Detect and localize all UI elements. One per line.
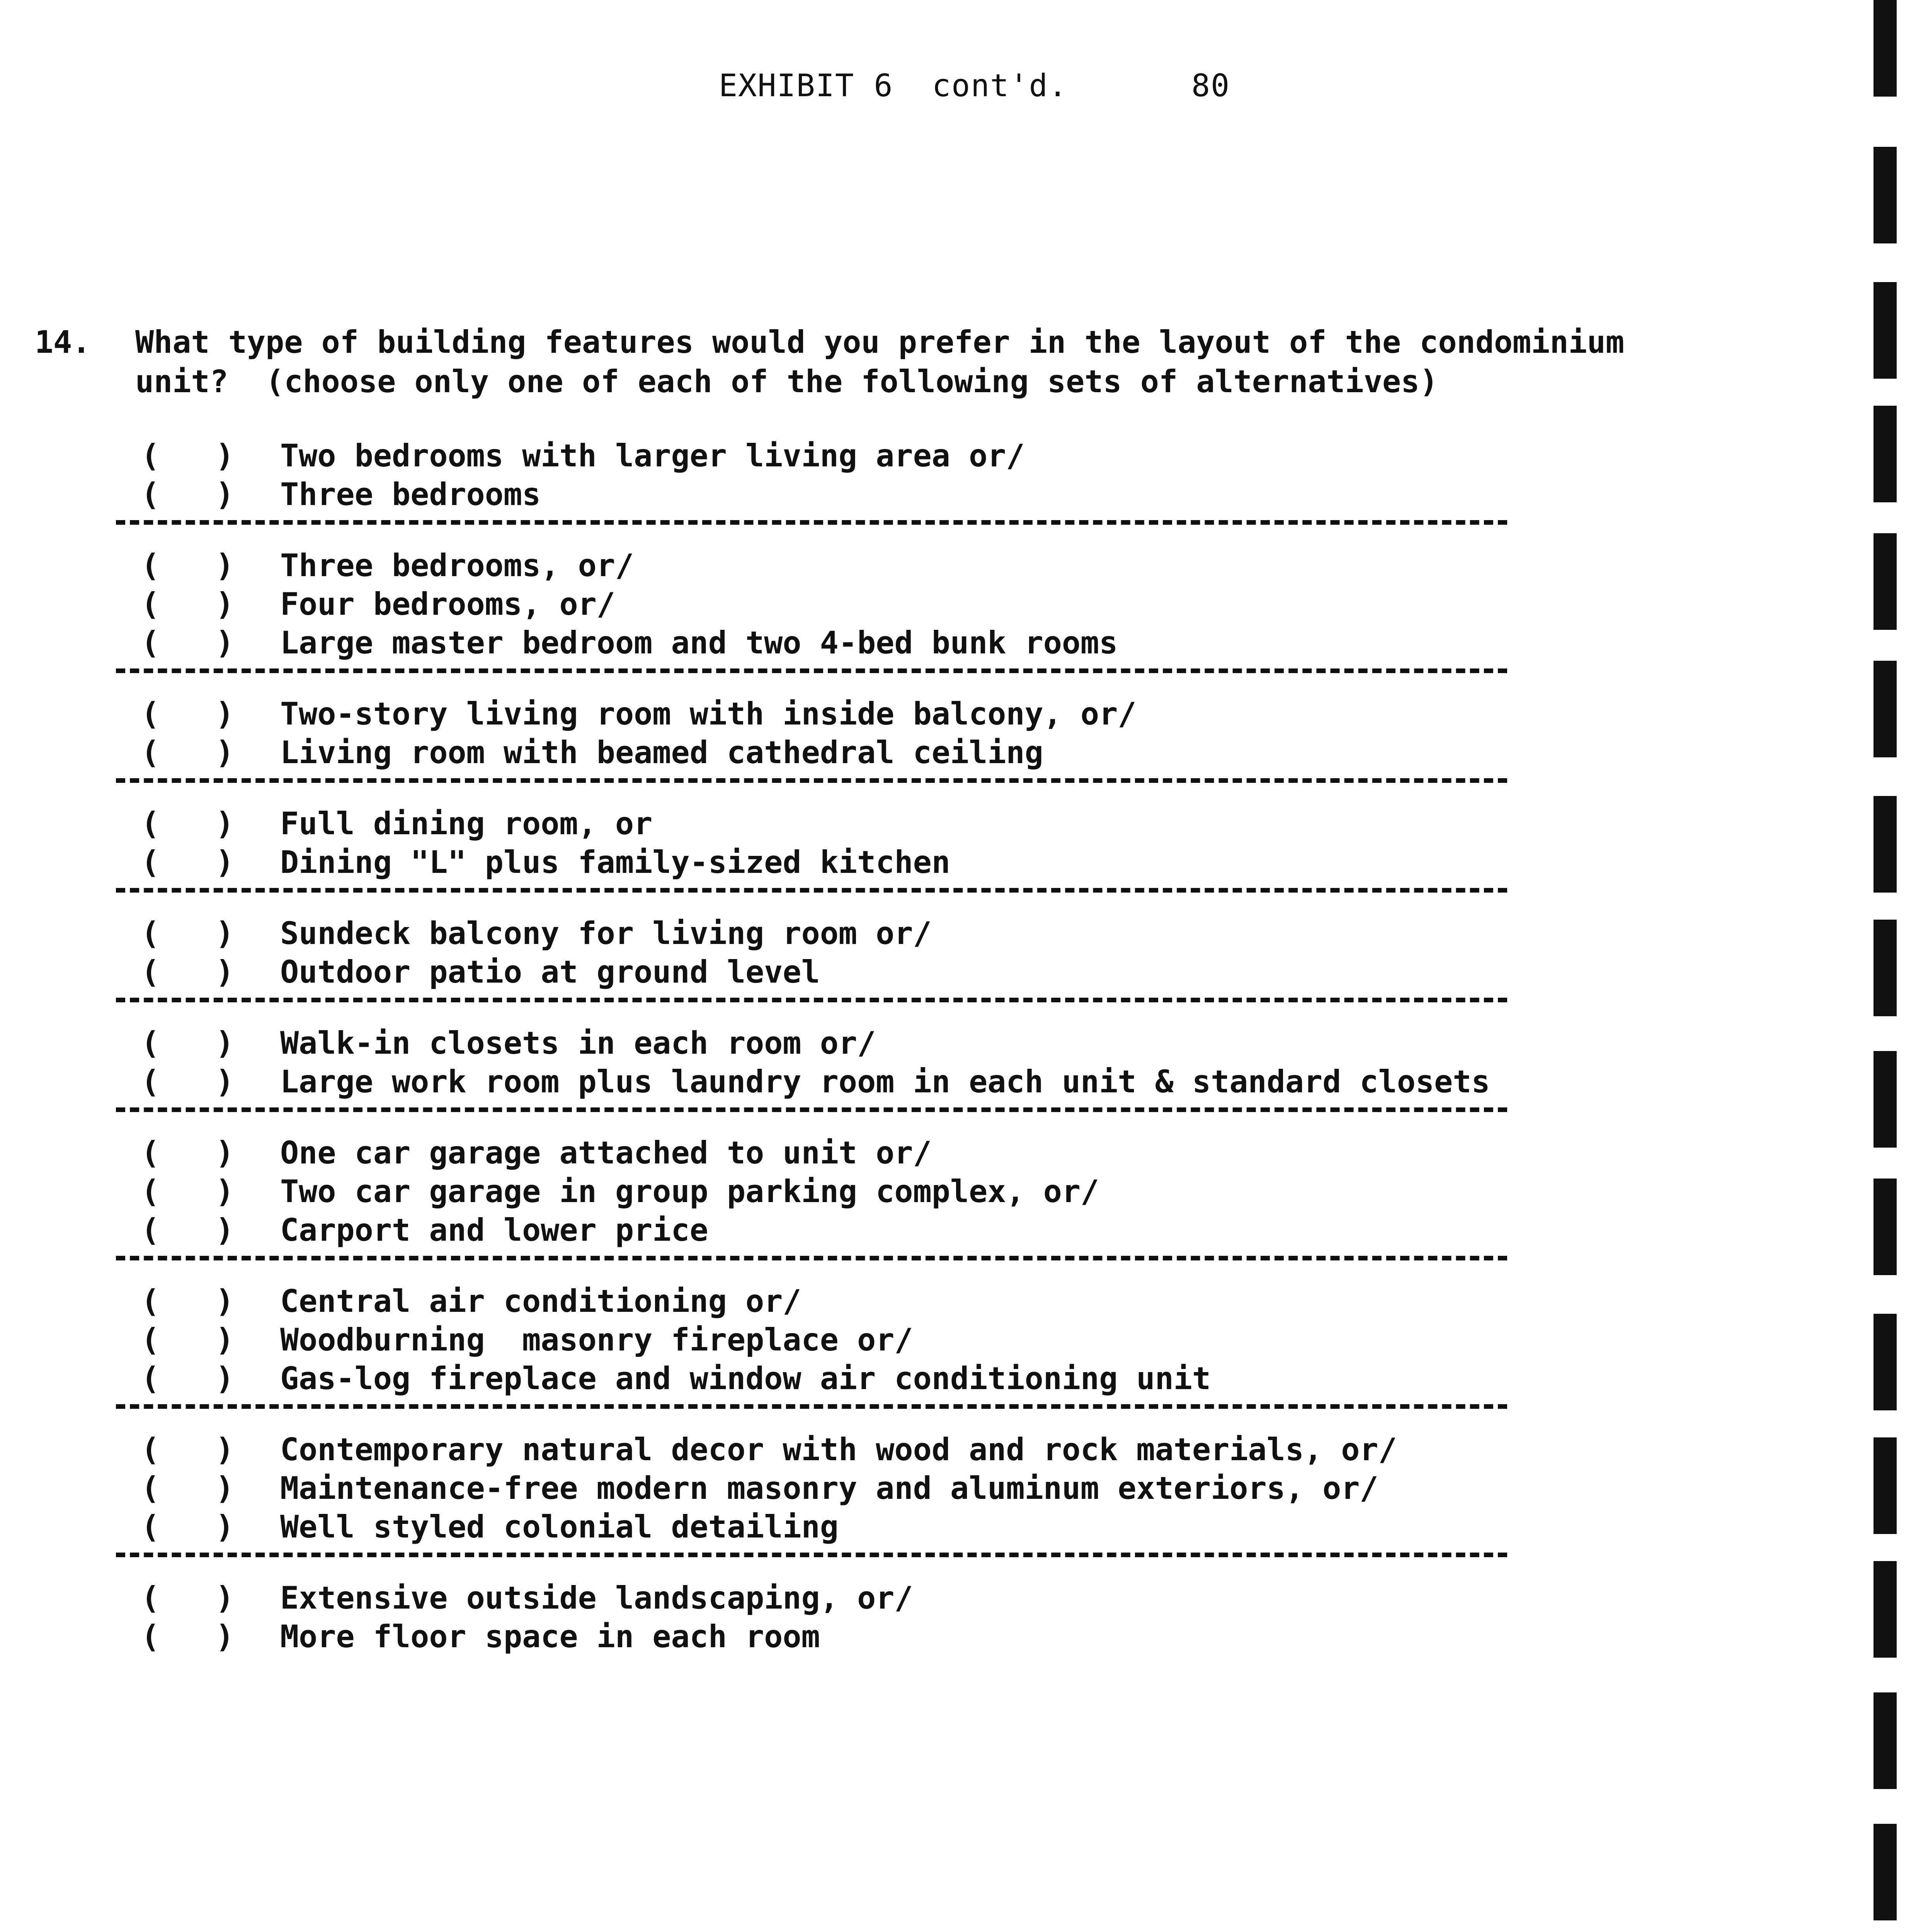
option-row	[0, 1024, 1916, 1063]
exhibit-label: EXHIBIT 6	[719, 68, 893, 104]
option-checkbox[interactable]: ( )	[141, 1432, 234, 1468]
edge-mark	[1873, 0, 1897, 97]
option-row	[0, 1134, 1916, 1172]
option-checkbox[interactable]: ( )	[141, 476, 234, 512]
alternative-set	[0, 1282, 1916, 1409]
option-row	[0, 475, 1916, 514]
edge-mark	[1873, 1051, 1897, 1148]
edge-mark	[1873, 533, 1897, 630]
option-checkbox[interactable]: ( )	[141, 625, 234, 661]
option-label: Two bedrooms with larger living area or/	[280, 438, 1025, 474]
option-label: Large work room plus laundry room in each unit & standard closets	[280, 1064, 1490, 1100]
option-label: Two-story living room with inside balcony, or/	[280, 696, 1137, 732]
option-label: Outdoor patio at ground level	[280, 954, 820, 990]
edge-mark	[1873, 1824, 1897, 1920]
edge-mark	[1873, 1561, 1897, 1658]
option-row	[0, 1430, 1916, 1469]
option-checkbox[interactable]: ( )	[141, 1283, 234, 1319]
edge-mark	[1873, 920, 1897, 1016]
option-checkbox[interactable]: ( )	[141, 954, 234, 990]
option-row	[0, 437, 1916, 475]
option-row	[0, 1617, 1916, 1656]
alternative-set	[0, 1024, 1916, 1112]
option-row	[0, 1579, 1916, 1617]
option-checkbox[interactable]: ( )	[141, 696, 234, 732]
question-text-line-1: What type of building features would you prefer in the layout of the condominium	[135, 324, 1625, 360]
option-checkbox[interactable]: ( )	[141, 1509, 234, 1545]
option-label: Well styled colonial detailing	[280, 1509, 839, 1545]
option-row	[0, 1469, 1916, 1508]
option-checkbox[interactable]: ( )	[141, 806, 234, 842]
option-label: Living room with beamed cathedral ceiling	[280, 735, 1043, 770]
option-checkbox[interactable]: ( )	[141, 1135, 234, 1171]
question-text	[135, 323, 1797, 401]
edge-mark	[1873, 147, 1897, 243]
option-checkbox[interactable]: ( )	[141, 548, 234, 583]
option-label: Three bedrooms, or/	[280, 548, 634, 583]
alternative-set	[0, 1579, 1916, 1667]
option-label: Central air conditioning or/	[280, 1283, 801, 1319]
binding-edge-marks	[1873, 0, 1901, 1932]
question-number: 14.	[35, 324, 91, 360]
option-label: Extensive outside landscaping, or/	[280, 1580, 913, 1616]
option-row	[0, 1211, 1916, 1250]
option-checkbox[interactable]: ( )	[141, 844, 234, 880]
option-checkbox[interactable]: ( )	[141, 1619, 234, 1655]
option-label: Large master bedroom and two 4-bed bunk rooms	[280, 625, 1118, 661]
edge-mark	[1873, 1692, 1897, 1789]
option-row	[0, 1063, 1916, 1101]
option-label: Carport and lower price	[280, 1212, 708, 1248]
option-row	[0, 1172, 1916, 1211]
alternative-set	[0, 695, 1916, 783]
edge-mark	[1873, 406, 1897, 502]
option-row	[0, 585, 1916, 624]
option-row	[0, 1508, 1916, 1546]
option-checkbox[interactable]: ( )	[141, 438, 234, 474]
option-row	[0, 1321, 1916, 1359]
option-checkbox[interactable]: ( )	[141, 1064, 234, 1100]
option-checkbox[interactable]: ( )	[141, 1025, 234, 1061]
option-checkbox[interactable]: ( )	[141, 1580, 234, 1616]
option-label: More floor space in each room	[280, 1619, 820, 1655]
option-label: Dining "L" plus family-sized kitchen	[280, 844, 950, 880]
option-row	[0, 953, 1916, 992]
option-label: Four bedrooms, or/	[280, 586, 615, 622]
option-row	[0, 695, 1916, 733]
option-label: Sundeck balcony for living room or/	[280, 915, 932, 951]
option-checkbox[interactable]: ( )	[141, 915, 234, 951]
edge-mark	[1873, 661, 1897, 757]
option-checkbox[interactable]: ( )	[141, 1361, 234, 1396]
option-label: Full dining room, or	[280, 806, 653, 842]
option-checkbox[interactable]: ( )	[141, 1322, 234, 1358]
option-label: One car garage attached to unit or/	[280, 1135, 932, 1171]
option-label: Three bedrooms	[280, 476, 541, 512]
alternative-set	[0, 1134, 1916, 1260]
option-row	[0, 843, 1916, 882]
alternative-set	[0, 1430, 1916, 1557]
alternative-set	[0, 437, 1916, 525]
edge-mark	[1873, 282, 1897, 379]
option-label: Walk-in closets in each room or/	[280, 1025, 876, 1061]
edge-mark	[1873, 1179, 1897, 1275]
option-label: Maintenance-free modern masonry and aluminum exteriors, or/	[280, 1470, 1378, 1506]
alternative-set	[0, 914, 1916, 1002]
option-row	[0, 1359, 1916, 1398]
question-text-line-2: unit? (choose only one of each of the following sets of alternatives)	[135, 364, 1438, 400]
option-row	[0, 624, 1916, 662]
option-row	[0, 733, 1916, 772]
option-checkbox[interactable]: ( )	[141, 586, 234, 622]
alternative-set	[0, 546, 1916, 673]
option-row	[0, 1282, 1916, 1321]
alternative-sets	[0, 437, 1916, 1689]
edge-mark	[1873, 1314, 1897, 1410]
option-label: Woodburning masonry fireplace or/	[280, 1322, 913, 1358]
alternative-set	[0, 804, 1916, 893]
edge-mark	[1873, 796, 1897, 893]
option-row	[0, 914, 1916, 953]
option-checkbox[interactable]: ( )	[141, 1212, 234, 1248]
option-checkbox[interactable]: ( )	[141, 1173, 234, 1209]
option-checkbox[interactable]: ( )	[141, 735, 234, 770]
page-header	[719, 68, 1230, 104]
continued-label: cont'd.	[932, 68, 1068, 104]
option-label: Two car garage in group parking complex, or/	[280, 1173, 1099, 1209]
option-checkbox[interactable]: ( )	[141, 1470, 234, 1506]
edge-mark	[1873, 1437, 1897, 1534]
option-label: Gas-log fireplace and window air conditioning unit	[280, 1361, 1211, 1396]
option-row	[0, 546, 1916, 585]
option-row	[0, 804, 1916, 843]
option-label: Contemporary natural decor with wood and rock materials, or/	[280, 1432, 1397, 1468]
page-number: 80	[1191, 68, 1230, 104]
